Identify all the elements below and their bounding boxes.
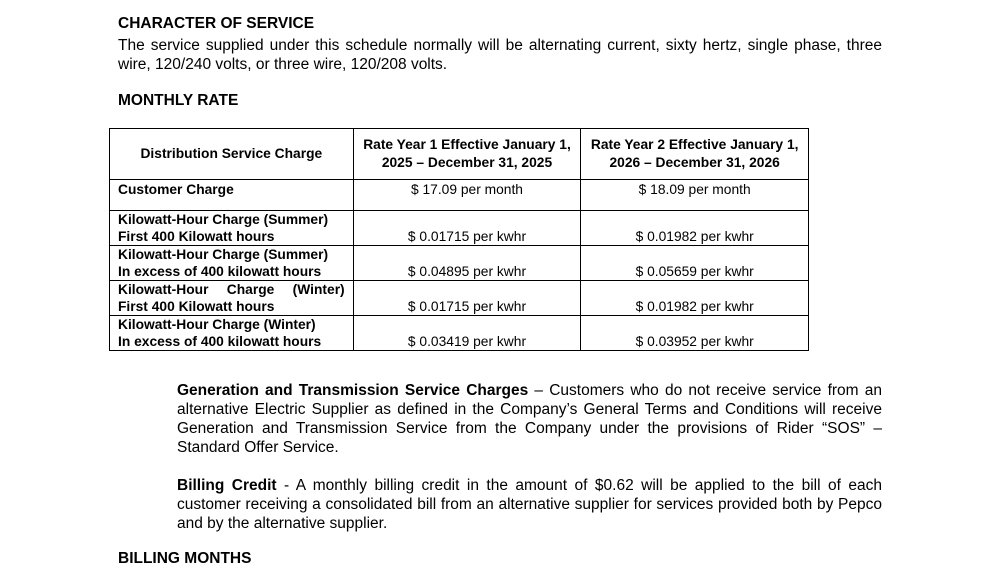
row-year1-value: $ 0.03419 per kwhr — [353, 316, 581, 351]
row-label — [110, 180, 354, 211]
table-row — [110, 246, 809, 281]
billing-months-heading: BILLING MONTHS — [118, 550, 252, 567]
row-label-line1: Customer Charge — [118, 182, 234, 197]
generation-transmission-text: – Customers who do not receive service from an alternative Electric Supplier as defined in the Company’s General Terms and Conditions will receive Generation and Transmission Service from the Company under the provisions of Rider “SOS” – Standard Offer Service. — [177, 382, 882, 456]
row-label — [110, 316, 354, 351]
row-year1-value: $ 0.01715 per kwhr — [353, 281, 581, 316]
row-year2-value: $ 0.03952 per kwhr — [581, 316, 809, 351]
monthly-rate-heading: MONTHLY RATE — [118, 92, 239, 109]
row-year2-value: $ 18.09 per month — [581, 180, 809, 211]
character-of-service-text: The service supplied under this schedule normally will be alternating current, sixty hertz, single phase, three wire, 120/240 volts, or three wire, 120/208 volts. — [118, 37, 882, 73]
row-year2-value: $ 0.01982 per kwhr — [581, 211, 809, 246]
row-year2-value: $ 0.01982 per kwhr — [581, 281, 809, 316]
table-row — [110, 281, 809, 316]
row-label-line2: In excess of 400 kilowatt hours — [118, 264, 322, 279]
row-year2-value: $ 0.05659 per kwhr — [581, 246, 809, 281]
row-label-line1: Kilowatt-Hour Charge (Summer) — [118, 247, 329, 262]
billing-credit-paragraph — [177, 476, 882, 533]
row-label-line2: First 400 Kilowatt hours — [118, 299, 275, 314]
rate-table-header — [110, 129, 809, 180]
billing-credit-text: - A monthly billing credit in the amount of $0.62 will be applied to the bill of each customer receiving a consolidated bill from an alternative supplier for services provided both by Pepco and by the alternative supplier. — [177, 477, 882, 532]
table-row — [110, 180, 809, 211]
character-of-service-heading: CHARACTER OF SERVICE — [118, 15, 315, 32]
billing-credit-title: Billing Credit — [177, 477, 277, 494]
row-label-line2: In excess of 400 kilowatt hours — [118, 334, 322, 349]
table-row — [110, 316, 809, 351]
generation-transmission-paragraph — [177, 381, 882, 457]
row-year1-value: $ 0.01715 per kwhr — [353, 211, 581, 246]
row-label — [110, 281, 354, 316]
row-label — [110, 246, 354, 281]
row-year1-value: $ 0.04895 per kwhr — [353, 246, 581, 281]
row-label — [110, 211, 354, 246]
header-rate-year-1: Rate Year 1 Effective January 1, 2025 – December 31, 2025 — [353, 129, 581, 180]
row-label-line1: Kilowatt-Hour Charge (Summer) — [118, 212, 329, 227]
row-year1-value: $ 17.09 per month — [353, 180, 581, 211]
header-distribution-service-charge: Distribution Service Charge — [110, 129, 354, 180]
table-row — [110, 211, 809, 246]
header-rate-year-2: Rate Year 2 Effective January 1, 2026 – December 31, 2026 — [581, 129, 809, 180]
row-label-line1: Kilowatt-Hour Charge (Winter) — [118, 282, 345, 297]
row-label-line2: First 400 Kilowatt hours — [118, 229, 275, 244]
rate-table — [109, 128, 809, 351]
generation-transmission-title: Generation and Transmission Service Charges — [177, 382, 529, 399]
row-label-line1: Kilowatt-Hour Charge (Winter) — [118, 317, 316, 332]
